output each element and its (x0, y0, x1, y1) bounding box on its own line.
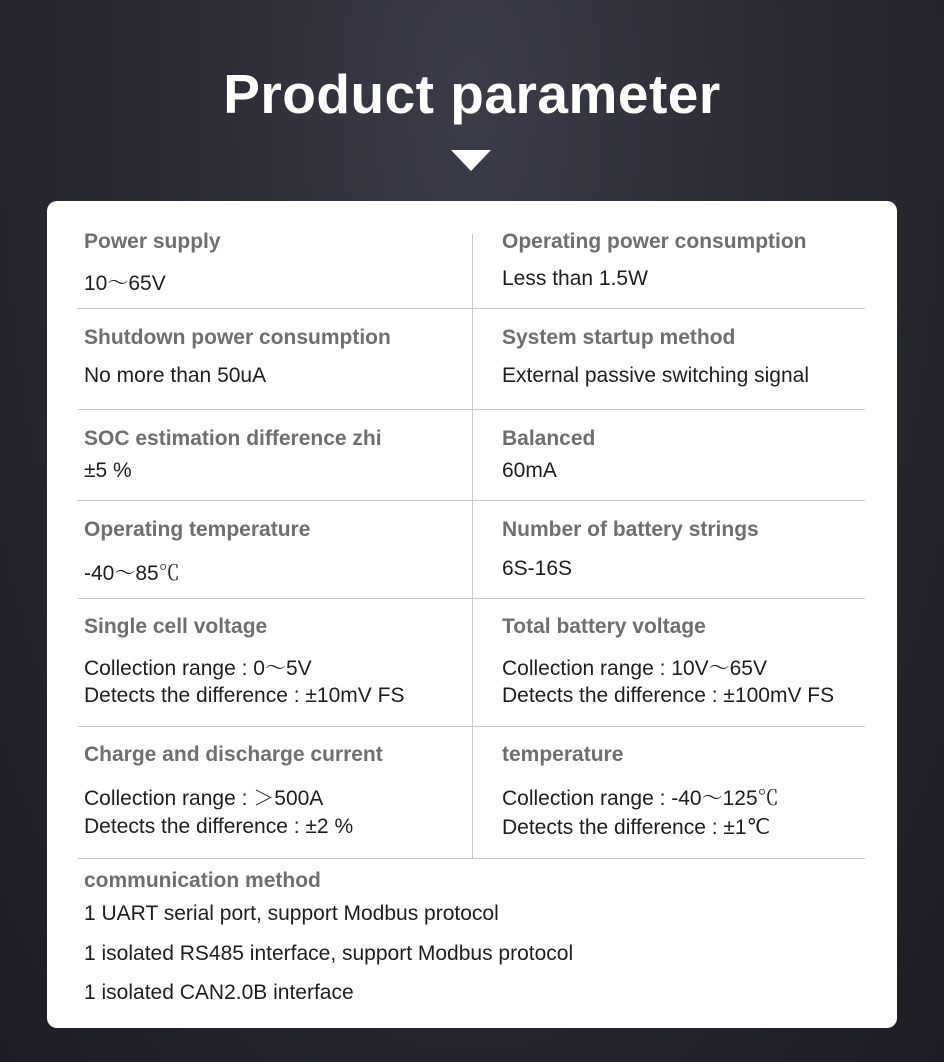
param-value: No more than 50uA (84, 364, 267, 387)
param-power-supply (78, 230, 473, 308)
parameter-row (78, 410, 865, 501)
param-label: Single cell voltage (84, 615, 268, 638)
param-operating-power-consumption (473, 230, 865, 308)
param-system-startup-method (473, 309, 865, 409)
parameter-grid (78, 230, 865, 859)
param-label: Operating power consumption (502, 230, 807, 253)
param-label: Balanced (502, 427, 596, 450)
param-value: Detects the difference : ±10mV FS (84, 684, 405, 707)
page-title: Product parameter (223, 63, 721, 125)
param-value: 10～65V (84, 272, 166, 295)
param-label: Shutdown power consumption (84, 326, 391, 349)
param-value: Collection range : 0～5V (84, 657, 312, 680)
communication-item: 1 isolated RS485 interface, support Modbus protocol (84, 942, 574, 965)
param-charge-discharge-current (78, 727, 473, 858)
parameter-row (78, 309, 865, 410)
param-label: temperature (502, 743, 624, 766)
param-label: Operating temperature (84, 518, 311, 541)
triangle-down-icon (451, 150, 491, 171)
parameter-row (78, 230, 865, 309)
param-label: Number of battery strings (502, 518, 759, 541)
param-value: Less than 1.5W (502, 267, 648, 290)
param-value: -40～85℃ (84, 562, 180, 585)
param-value: Detects the difference : ±2 % (84, 815, 354, 838)
param-label: Total battery voltage (502, 615, 706, 638)
param-label: Charge and discharge current (84, 743, 383, 766)
param-value: Collection range : -40～125℃ (502, 787, 779, 810)
communication-label: communication method (84, 869, 321, 892)
param-label: SOC estimation difference zhi (84, 427, 382, 450)
param-value: 60mA (502, 459, 557, 482)
param-value: Collection range : ＞500A (84, 787, 324, 810)
communication-item: 1 isolated CAN2.0B interface (84, 981, 354, 1004)
param-label: Power supply (84, 230, 221, 253)
param-single-cell-voltage (78, 599, 473, 726)
parameter-row (78, 501, 865, 599)
param-label: System startup method (502, 326, 736, 349)
parameter-card (47, 201, 897, 1028)
param-total-battery-voltage (473, 599, 865, 726)
param-value: Collection range : 10V～65V (502, 657, 767, 680)
param-balanced (473, 410, 865, 500)
parameter-row (78, 599, 865, 727)
param-value: 6S-16S (502, 557, 573, 580)
param-shutdown-power-consumption (78, 309, 473, 409)
param-soc-estimation (78, 410, 473, 500)
param-value: Detects the difference : ±1℃ (502, 816, 771, 839)
param-value: ±5 % (84, 459, 132, 482)
param-operating-temperature (78, 501, 473, 598)
param-temperature (473, 727, 865, 858)
parameter-row (78, 727, 865, 859)
param-battery-strings (473, 501, 865, 598)
communication-item: 1 UART serial port, support Modbus protocol (84, 902, 499, 925)
param-value: External passive switching signal (502, 364, 809, 387)
param-value: Detects the difference : ±100mV FS (502, 684, 835, 707)
